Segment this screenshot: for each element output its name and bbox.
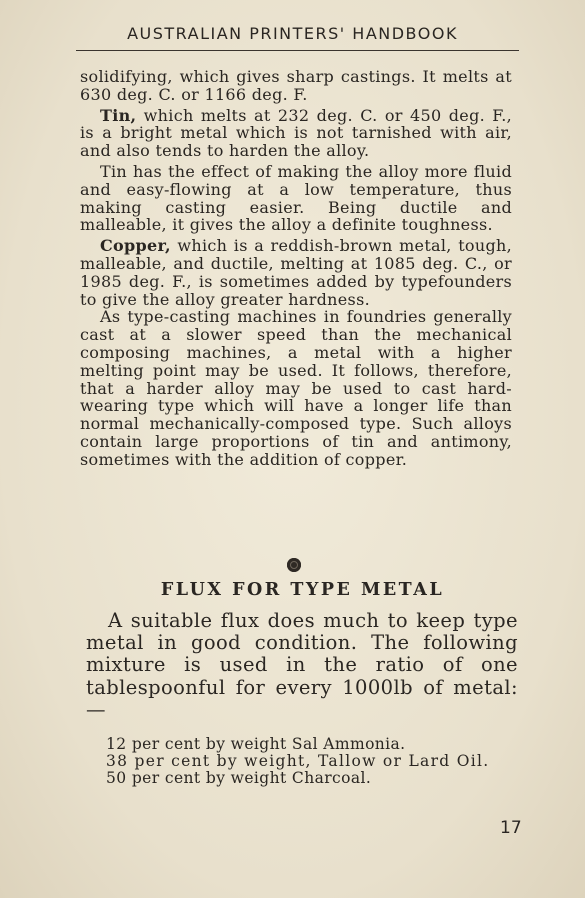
fleuron-ornament-icon [287,558,301,572]
copper-lead: Copper, [100,236,171,256]
recipe-item: 50 per cent by weight Charcoal. [106,769,372,788]
paragraph-tin [80,107,512,160]
flux-text [86,610,518,721]
copper-text: which is a reddish-brown metal, tough, malleable, and ductile, melting at 1085 deg. C., or 1985 deg. F., is sometimes added by typefounders to give the alloy greater hardness. [80,236,512,309]
paragraph-flux: A suitable flux does much to keep type metal in good condition. The following mixture is used in the ratio of one tablespoonful for every 1000lb of metal:— [86,609,518,721]
recipe-item: 38 per cent by weight, Tallow or Lard Oil. [106,752,490,771]
header-rule [76,50,519,51]
tin-lead: Tin, [100,105,137,125]
page-number: 17 [500,818,522,838]
body-text [80,68,512,469]
paragraph-solidifying: solidifying, which gives sharp castings. It melts at 630 deg. C. or 1166 deg. F. [80,67,512,104]
paragraph-type-casting: As type-casting machines in foundries generally cast at a slower speed than the mechanical composing machines, a metal with a higher melting point may be used. It follows, therefore, that a harder alloy may be used to cast hard-wearing type which will have a longer life than normal mechanically-composed type. Such alloys contain large proportions of tin and antimony, sometimes with the addition of copper. [80,307,512,469]
section-heading: FLUX FOR TYPE METAL [160,580,445,600]
flux-recipe [86,736,518,788]
paragraph-tin-effect: Tin has the effect of making the alloy more fluid and easy-flowing at a low temperature, thus making casting easier. Being ductile and malleable, it gives the alloy a definite toughness. [80,161,512,235]
tin-text: which melts at 232 deg. C. or 450 deg. F., is a bright metal which is not tarnished with air, and also tends to harden the alloy. [80,105,512,161]
paragraph-copper [80,237,512,308]
recipe-item: 12 per cent by weight Sal Ammonia. [106,735,406,753]
running-head: AUSTRALIAN PRINTERS' HANDBOOK [127,24,458,43]
